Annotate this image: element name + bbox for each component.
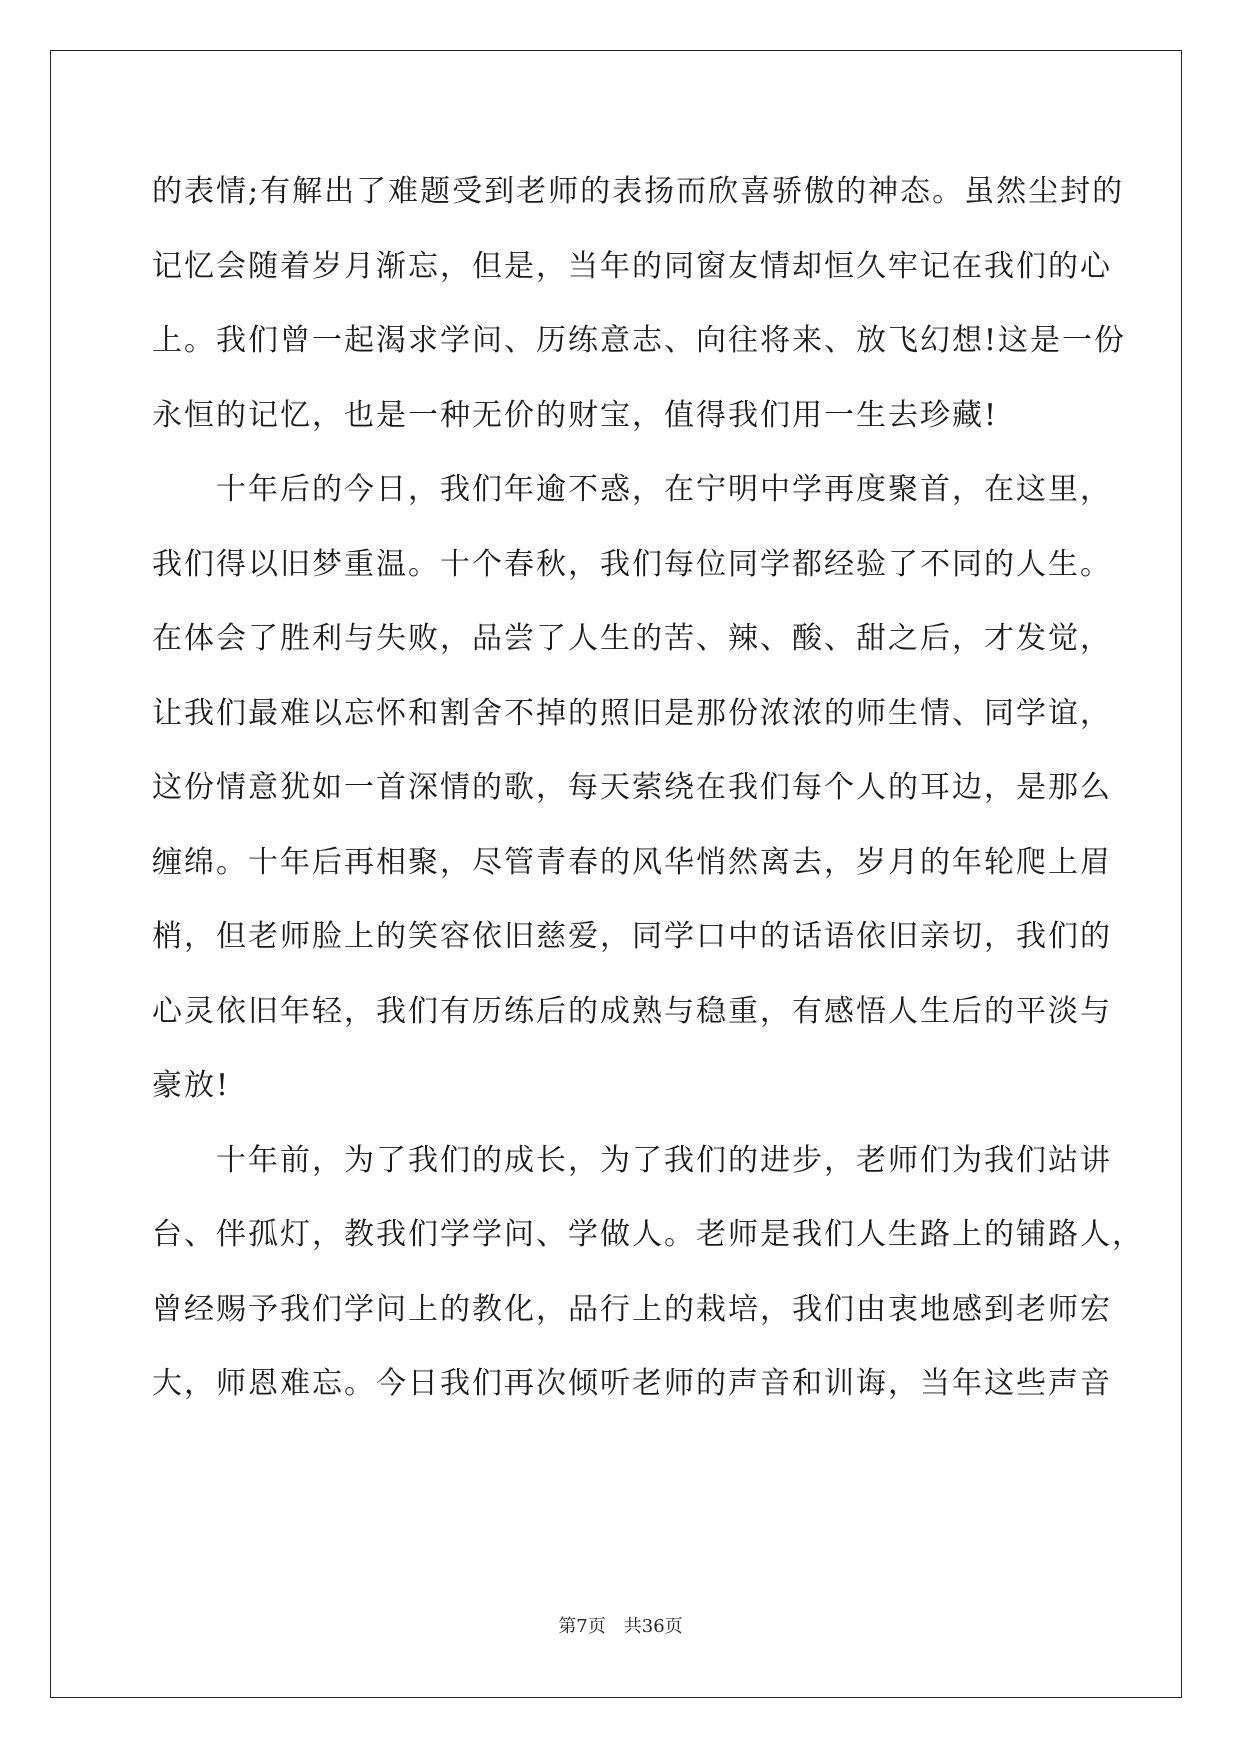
paragraph-first-line: 十年前，为了我们的成长，为了我们的进步，老师们为我们站讲 — [216, 1142, 1112, 1178]
text-line: 豪放! — [152, 1068, 231, 1103]
text-line: 永恒的记忆，也是一种无价的财宝，值得我们用一生去珍藏! — [152, 397, 999, 433]
text-line: 这份情意犹如一首深情的歌，每天萦绕在我们每个人的耳边，是那么 — [152, 770, 1112, 805]
page-total: 共36页 — [623, 1616, 683, 1637]
text-line: 记忆会随着岁月渐忘，但是，当年的同窗友情却恒久牢记在我们的心 — [152, 248, 1112, 284]
text-line: 的表情;有解出了难题受到老师的表扬而欣喜骄傲的神态。虽然尘封的 — [152, 174, 1125, 209]
page-number: 第7页 — [558, 1616, 606, 1637]
text-line: 上。我们曾一起渴求学问、历练意志、向往将来、放飞幻想!这是一份 — [152, 323, 1127, 358]
text-line: 我们得以旧梦重温。十个春秋，我们每位同学都经验了不同的人生。 — [152, 546, 1112, 582]
text-line: 台、伴孤灯，教我们学学问、学做人。老师是我们人生路上的铺路人， — [152, 1217, 1144, 1252]
text-line: 梢，但老师脸上的笑容依旧慈爱，同学口中的话语依旧亲切，我们的 — [152, 919, 1112, 954]
text-line: 曾经赐予我们学问上的教化，品行上的栽培，我们由衷地感到老师宏 — [152, 1291, 1112, 1327]
paragraph-first-line: 十年后的今日，我们年逾不惑，在宁明中学再度聚首，在这里， — [216, 472, 1112, 507]
text-line: 心灵依旧年轻，我们有历练后的成熟与稳重，有感悟人生后的平淡与 — [152, 993, 1112, 1029]
text-line: 让我们最难以忘怀和割舍不掉的照旧是那份浓浓的师生情、同学谊， — [152, 695, 1112, 731]
document-body — [152, 155, 1144, 1422]
text-line: 缠绵。十年后再相聚，尽管青春的风华悄然离去，岁月的年轮爬上眉 — [152, 844, 1112, 880]
text-line: 大，师恩难忘。今日我们再次倾听老师的声音和训诲，当年这些声音 — [152, 1366, 1112, 1401]
text-line: 在体会了胜利与失败，品尝了人生的苦、辣、酸、甜之后，才发觉， — [152, 621, 1112, 656]
page-footer — [0, 1612, 1241, 1638]
